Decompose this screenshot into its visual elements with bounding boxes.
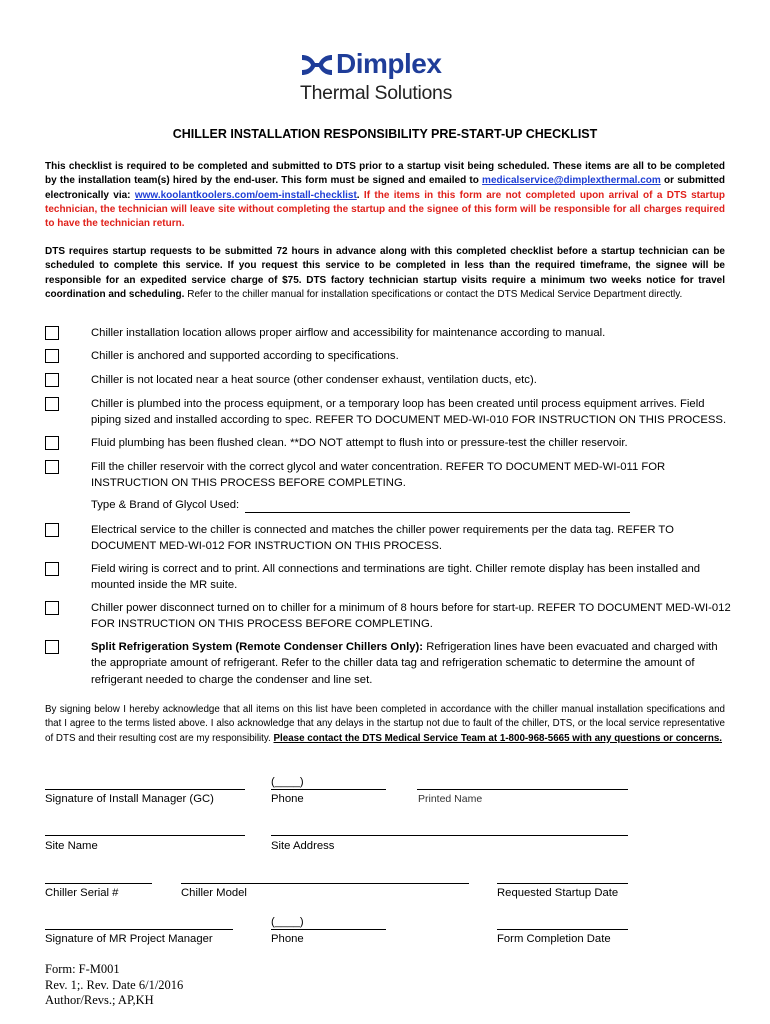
- form-number: Form: F-M001: [45, 962, 120, 976]
- form-completion-date-label: Form Completion Date: [497, 933, 611, 945]
- chiller-model-label: Chiller Model: [181, 887, 247, 899]
- phone-input[interactable]: [308, 772, 388, 790]
- site-address-input[interactable]: [272, 818, 630, 836]
- phone-label: Phone: [271, 793, 304, 805]
- split-refrigeration-text: Refrigeration lines have been evacuated and charged with the appropriate amount of refrigerant. Refer to the chiller data tag and refrigeration schematic to determine the amount of refrigerant needed to charge the condenser and line set.: [91, 641, 718, 686]
- checkbox[interactable]: [45, 436, 59, 450]
- revision-info: Rev. 1;. Rev. Date 6/1/2016: [45, 977, 184, 992]
- form-footer: [45, 962, 183, 1009]
- checklist-item-text: Chiller power disconnect turned on to chiller for a minimum of 8 hours before for start-up. REFER TO DOCUMENT MED-WI-012 FOR INSTRUCTION ON THIS PROCESS BEFORE COMPLETING.: [91, 602, 731, 631]
- dimplex-logo: [300, 50, 475, 108]
- acknowledgement-text: By signing below I hereby acknowledge that all items on this list have been completed in accordance with the chiller manual installation specifications and that I agree to the terms listed above. I also acknowledge that any delays in the startup not due to fault of the chiller, DTS, or the local service representative of DTS and their resulting cost are my responsibility.: [45, 704, 725, 744]
- phone-area-code-placeholder: (____): [271, 776, 304, 788]
- checklist-item-text: Chiller is anchored and supported according to specifications.: [91, 350, 399, 362]
- intro-text-c: .: [356, 189, 360, 201]
- checkbox[interactable]: [45, 460, 59, 474]
- checklist-item-text: Fluid plumbing has been flushed clean. **DO NOT attempt to flush into or pressure-test the chiller reservoir.: [91, 437, 628, 449]
- intro-warning-text: If the items in this form are not completed upon arrival of a DTS startup technician, the technician will leave site without completing the startup and the signee of this form will be responsible for all charges required to have the technician return.: [45, 189, 725, 230]
- checkbox[interactable]: [45, 373, 59, 387]
- glycol-type-label: Type & Brand of Glycol Used:: [91, 499, 240, 511]
- mr-manager-signature-input[interactable]: [46, 912, 236, 930]
- intro-text-b: or submitted electronically via:: [45, 175, 725, 201]
- service-email-link[interactable]: medicalservice@dimplexthermal.com: [482, 175, 661, 187]
- checklist-item-text: Field wiring is correct and to print. All connections and terminations are tight. Chiller remote display has been installed and mounted inside the MR suite.: [91, 563, 701, 592]
- phone-label: Phone: [271, 933, 304, 945]
- form-completion-date-input[interactable]: [498, 912, 630, 930]
- install-manager-signature-label: Signature of Install Manager (GC): [45, 793, 214, 805]
- checkbox[interactable]: [45, 640, 59, 654]
- glycol-type-input[interactable]: [246, 496, 632, 514]
- logo-brand-name: Dimplex: [336, 48, 442, 79]
- install-manager-signature-input[interactable]: [46, 772, 248, 790]
- checkbox[interactable]: [45, 397, 59, 411]
- site-name-input[interactable]: [46, 818, 248, 836]
- mr-manager-signature-label: Signature of MR Project Manager: [45, 933, 213, 945]
- printed-name-input[interactable]: [418, 772, 630, 790]
- checklist-item-text: Chiller is plumbed into the process equipment, or a temporary loop has been created until process equipment arrives. Field piping sized and installed according to spec. REFER TO DOCUMENT MED-WI-010 FOR INSTRUCTION ON THIS PROCESS.: [91, 398, 727, 427]
- document-title: CHILLER INSTALLATION RESPONSIBILITY PRE-START-UP CHECKLIST: [172, 127, 598, 141]
- chiller-serial-label: Chiller Serial #: [45, 887, 119, 899]
- chiller-model-input[interactable]: [182, 866, 471, 884]
- startup-request-plain-text: Refer to the chiller manual for installation specifications or contact the DTS Medical Service Department directly.: [184, 288, 683, 300]
- checklist-item-text: [91, 639, 731, 688]
- site-name-label: Site Name: [45, 840, 98, 852]
- checklist-item-text: Chiller is not located near a heat source (other condenser exhaust, ventilation ducts, etc).: [91, 374, 537, 386]
- acknowledgement-paragraph: [45, 703, 725, 746]
- intro-text-a: This checklist is required to be completed and submitted to DTS prior to a startup visit being scheduled. These items are all to be completed by the installation team(s) hired by the end-user. This form must be signed and emailed to: [45, 161, 725, 187]
- printed-name-label: Printed Name: [418, 793, 483, 805]
- intro-paragraph: [45, 160, 725, 231]
- checklist-item-text: Chiller installation location allows proper airflow and accessibility for maintenance according to manual.: [91, 327, 606, 339]
- startup-request-paragraph: [45, 245, 725, 302]
- checklist-item-text: Fill the chiller reservoir with the correct glycol and water concentration. REFER TO DOCUMENT MED-WI-011 FOR INSTRUCTION ON THIS PROCESS BEFORE COMPLETING.: [91, 461, 666, 490]
- checkbox[interactable]: [45, 349, 59, 363]
- checklist-item-text: Electrical service to the chiller is connected and matches the chiller power requirements per the data tag. REFER TO DOCUMENT MED-WI-012 FOR INSTRUCTION ON THIS PROCESS.: [91, 524, 674, 553]
- contact-service-team-text: Please contact the DTS Medical Service Team at 1-800-968-5665 with any questions or concerns.: [273, 732, 722, 744]
- dimplex-logo-mark-icon: [300, 52, 334, 78]
- author-info: Author/Revs.; AP,KH: [45, 993, 154, 1007]
- requested-startup-date-input[interactable]: [498, 866, 630, 884]
- startup-request-bold-text: DTS requires startup requests to be submitted 72 hours in advance along with this completed checklist before a startup technician can be scheduled to complete this service. If you request this service to be completed in less than the required timeframe, the signee will be responsible for an expedited service charge of $75. DTS factory technician startup visits require a minimum two weeks notice for travel coordination and scheduling.: [45, 246, 725, 300]
- phone-area-code-placeholder: (____): [271, 916, 304, 928]
- install-checklist-url-link[interactable]: www.koolantkoolers.com/oem-install-checklist: [134, 189, 357, 201]
- logo-subtitle: Thermal Solutions: [300, 82, 453, 104]
- site-address-label: Site Address: [271, 840, 335, 852]
- requested-startup-date-label: Requested Startup Date: [497, 887, 619, 899]
- checkbox[interactable]: [45, 601, 59, 615]
- phone-input[interactable]: [308, 912, 388, 930]
- checkbox[interactable]: [45, 326, 59, 340]
- checkbox[interactable]: [45, 562, 59, 576]
- split-refrigeration-heading: Split Refrigeration System (Remote Condenser Chillers Only):: [91, 641, 424, 653]
- chiller-serial-input[interactable]: [46, 866, 155, 884]
- checkbox[interactable]: [45, 523, 59, 537]
